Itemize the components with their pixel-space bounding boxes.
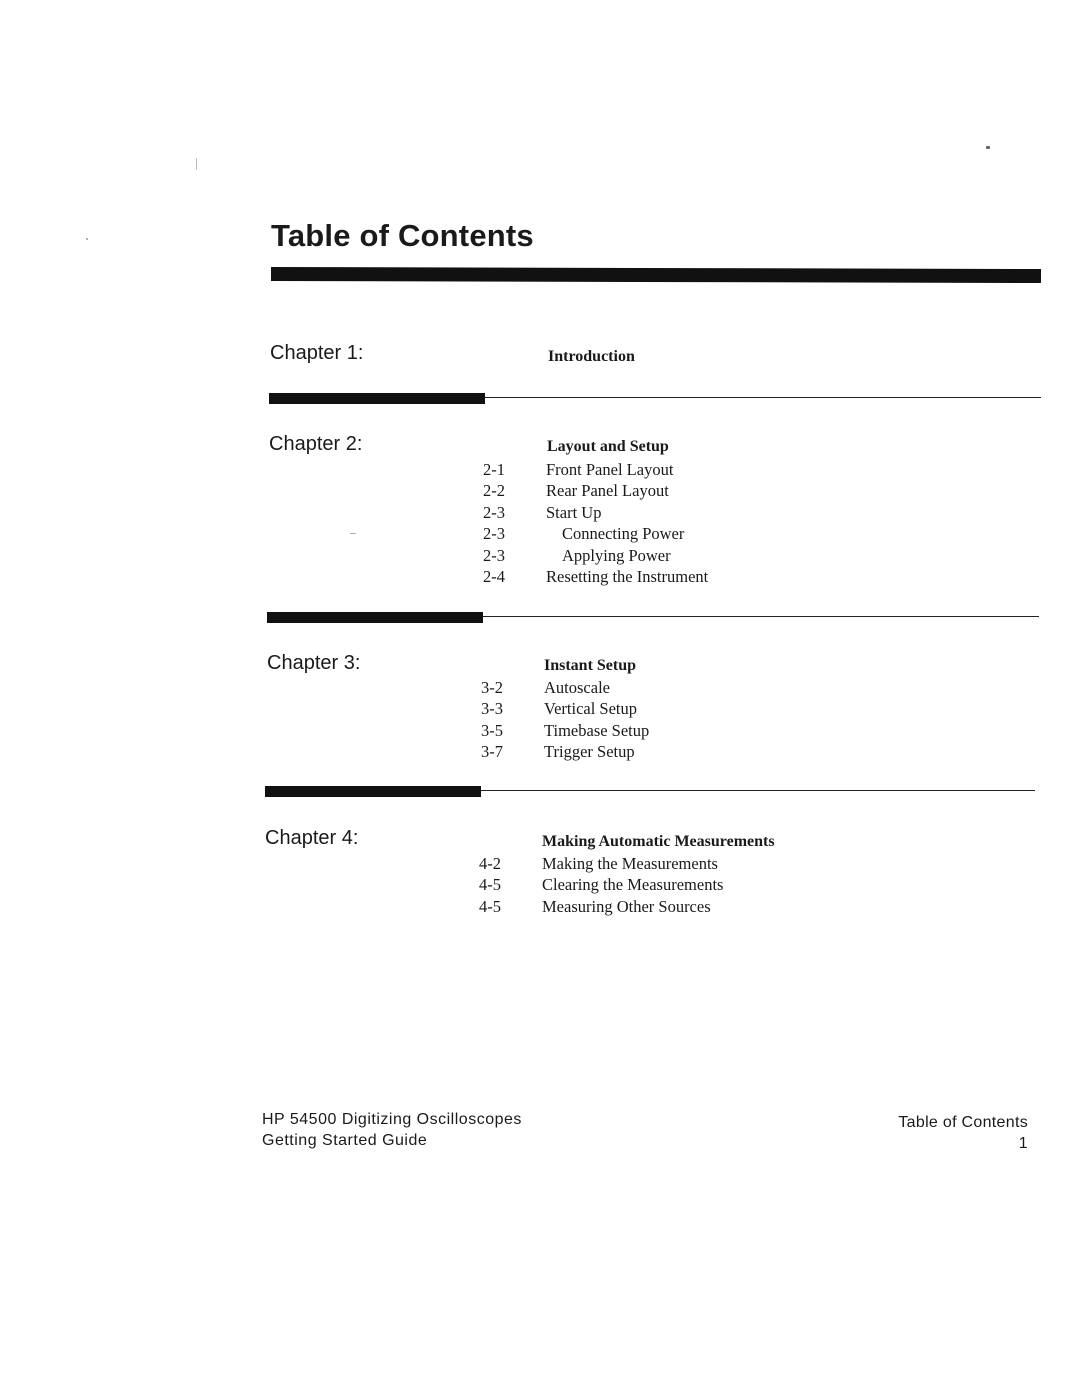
entry-page: 3-2 xyxy=(481,678,503,697)
entry-page: 3-5 xyxy=(481,720,503,740)
footer-guide: Getting Started Guide xyxy=(262,1132,428,1149)
entry-text: Autoscale xyxy=(544,678,610,697)
chapter-title: Instant Setup xyxy=(544,657,637,674)
toc-entry xyxy=(479,853,819,874)
entry-text: Applying Power xyxy=(562,545,671,565)
entry-list xyxy=(481,677,801,763)
entry-page: 4-2 xyxy=(479,854,501,873)
chapter-label: Chapter 2: xyxy=(269,433,363,455)
chapter-divider xyxy=(269,393,1041,405)
scan-speck xyxy=(350,533,356,534)
footer-product: HP 54500 Digitizing Oscilloscopes xyxy=(262,1111,522,1128)
toc-entry xyxy=(481,677,801,698)
footer-right xyxy=(860,1112,1028,1154)
entry-list xyxy=(483,459,803,587)
toc-entry xyxy=(481,698,801,719)
chapter-divider xyxy=(265,786,1035,798)
chapter-label: Chapter 3: xyxy=(267,652,361,674)
entry-page: 2-3 xyxy=(483,524,505,544)
entry-page: 3-3 xyxy=(481,699,503,719)
toc-entry xyxy=(483,566,803,587)
entry-text: Trigger Setup xyxy=(544,742,635,762)
toc-entry xyxy=(481,720,801,741)
entry-text: Connecting Power xyxy=(562,524,685,544)
chapter-title: Making Automatic Measurements xyxy=(542,833,775,850)
entry-page: 2-4 xyxy=(483,566,505,586)
entry-page: 3-7 xyxy=(481,742,503,762)
toc-entry xyxy=(483,502,803,523)
toc-subentry xyxy=(483,545,803,566)
toc-entry xyxy=(479,896,819,917)
entry-page: 2-2 xyxy=(483,481,505,501)
toc-entry xyxy=(481,741,801,762)
chapter-title: Layout and Setup xyxy=(547,438,669,455)
chapter-label: Chapter 1: xyxy=(270,342,364,364)
entry-list xyxy=(479,853,819,917)
toc-entry xyxy=(483,459,803,480)
footer-left xyxy=(262,1109,522,1151)
page-title: Table of Contents xyxy=(271,218,534,253)
scan-speck xyxy=(86,238,88,240)
entry-page: 4-5 xyxy=(479,896,501,916)
title-rule xyxy=(271,267,1041,283)
chapter-title: Introduction xyxy=(548,348,635,365)
toc-entry xyxy=(479,874,819,895)
entry-page: 2-3 xyxy=(483,545,505,565)
footer-section: Table of Contents xyxy=(898,1114,1028,1131)
entry-text: Making the Measurements xyxy=(542,854,718,873)
chapter-label: Chapter 4: xyxy=(265,827,359,849)
entry-text: Front Panel Layout xyxy=(546,460,674,479)
entry-text: Timebase Setup xyxy=(544,720,650,740)
page-number: 1 xyxy=(1018,1135,1028,1152)
toc-entry xyxy=(483,480,803,501)
entry-page: 2-3 xyxy=(483,502,505,522)
entry-text: Start Up xyxy=(546,502,602,522)
entry-text: Measuring Other Sources xyxy=(542,896,711,916)
entry-text: Resetting the Instrument xyxy=(546,566,709,586)
entry-page: 4-5 xyxy=(479,875,501,895)
entry-text: Rear Panel Layout xyxy=(546,481,669,501)
chapter-divider xyxy=(267,612,1039,624)
scan-speck xyxy=(196,158,197,170)
entry-page: 2-1 xyxy=(483,460,505,479)
entry-text: Vertical Setup xyxy=(544,699,638,719)
entry-text: Clearing the Measurements xyxy=(542,875,724,895)
toc-subentry xyxy=(483,523,803,544)
scan-speck xyxy=(986,146,990,149)
